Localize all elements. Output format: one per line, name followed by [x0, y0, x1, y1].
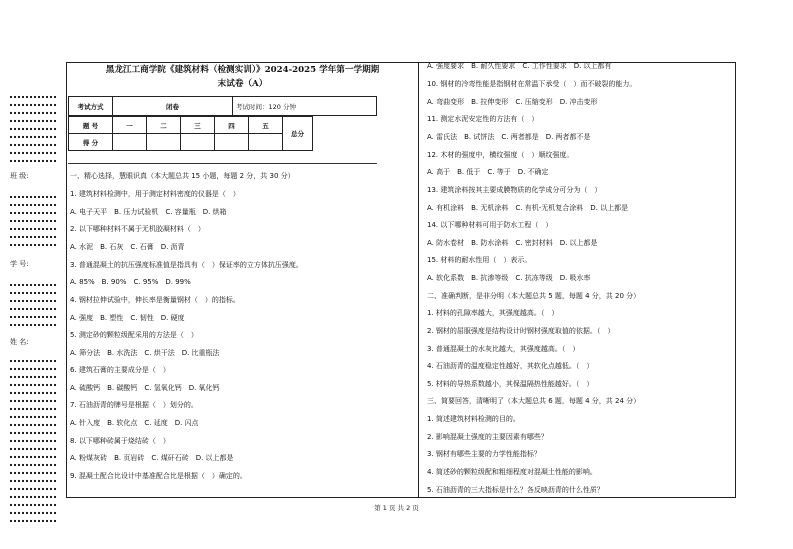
section-rule	[68, 163, 377, 164]
dot-line	[10, 360, 56, 362]
question-line: 2. 钢材的屈服强度是结构设计时钢材强度取值的依据。（ ）	[427, 327, 615, 335]
question-line: 15. 材料的耐水性用（ ）表示。	[427, 256, 532, 264]
dot-line	[10, 316, 56, 318]
question-line: 3. 钢材有哪些主要的力学性能指标？	[427, 450, 541, 458]
answer-options: A. 防水卷材 B. 防水涂料 C. 密封材料 D. 以上都是	[427, 239, 598, 247]
question-line: 9. 混凝土配合比设计中基准配合比是根据（ ）确定的。	[70, 472, 247, 480]
dot-line	[10, 416, 56, 418]
dot-line	[10, 368, 56, 370]
exam-title-line1: 黑龙江工商学院《建筑材料（检测实训）》2024-2025 学年第一学期期	[105, 65, 380, 75]
question-number-label: 题 号	[69, 117, 113, 134]
score-cell	[181, 134, 215, 151]
score-cell	[249, 134, 283, 151]
dot-line	[10, 520, 56, 522]
dot-line	[10, 96, 56, 98]
question-line: 1. 建筑材料检测中，用于测定材料密度的仪器是（ ）	[70, 190, 240, 198]
question-line: 14. 以下哪种材料可用于防水工程（ ）	[427, 221, 553, 229]
dot-line	[10, 284, 56, 286]
question-line: 8. 以下哪种砖属于烧结砖（ ）	[70, 437, 170, 445]
dot-line	[10, 204, 56, 206]
dot-line	[10, 512, 56, 514]
question-line: 11. 测定水泥安定性的方法有（ ）	[427, 115, 539, 123]
dot-line	[10, 400, 56, 402]
question-col-3: 三	[181, 117, 215, 134]
answer-options: A. 粉煤灰砖 B. 页岩砖 C. 煤矸石砖 D. 以上都是	[70, 454, 234, 462]
question-col-4: 四	[215, 117, 249, 134]
dot-line	[10, 472, 56, 474]
dot-line	[10, 136, 56, 138]
dot-line	[10, 244, 56, 246]
question-line: 12. 木材的强度中，横纹强度（ ）顺纹强度。	[427, 151, 574, 159]
dot-line	[10, 424, 56, 426]
question-line: 5. 测定砂的颗粒级配采用的方法是（ ）	[70, 331, 198, 339]
dot-line	[10, 160, 56, 162]
question-line: 3. 普通混凝土的水灰比越大，其强度越高。（ ）	[427, 345, 580, 353]
dot-line	[10, 220, 56, 222]
question-line: 2. 以下哪种材料不属于无机胶凝材料（ ）	[70, 225, 205, 233]
dot-line	[10, 228, 56, 230]
dot-line	[10, 392, 56, 394]
dot-line	[10, 212, 56, 214]
exam-method-label: 考试方式	[69, 97, 113, 116]
section-heading: 一、精心选择，慧眼识真（本大题总共 15 小题，每题 2 分，共 30 分）	[70, 172, 295, 180]
question-line: 3. 普通混凝土的抗压强度标准值是指具有（ ）保证率的立方体抗压强度。	[70, 261, 303, 269]
dot-line	[10, 120, 56, 122]
score-cell	[113, 134, 147, 151]
dot-line	[10, 496, 56, 498]
dot-line	[10, 128, 56, 130]
dot-line	[10, 196, 56, 198]
question-line: 13. 建筑涂料按其主要成膜物质的化学成分可分为（ ）	[427, 186, 602, 194]
dot-line	[10, 112, 56, 114]
student-id-label: 学 号:	[10, 260, 29, 268]
dot-line	[10, 456, 56, 458]
question-line: 5. 石油沥青的三大指标是什么？各反映沥青的什么性质？	[427, 486, 604, 494]
score-cell	[147, 134, 181, 151]
exam-time: 考试时间：120 分钟	[233, 97, 377, 116]
question-line: 7. 石油沥青的牌号是根据（ ）划分的。	[70, 401, 198, 409]
score-row-label: 得 分	[69, 134, 113, 151]
answer-options: A. 软化系数 B. 抗渗等级 C. 抗冻等级 D. 吸水率	[427, 274, 591, 282]
answer-options: A. 强度要求 B. 耐久性要求 C. 工作性要求 D. 以上都有	[427, 62, 612, 70]
score-table	[68, 116, 313, 151]
question-line: 4. 钢材拉伸试验中，伸长率是衡量钢材（ ）的指标。	[70, 296, 240, 304]
page-number: 第 1 页 共 2 页	[374, 504, 419, 512]
question-line: 2. 影响混凝土强度的主要因素有哪些？	[427, 433, 548, 441]
exam-method-value: 闭卷	[113, 97, 233, 116]
dot-line	[10, 408, 56, 410]
dot-line	[10, 384, 56, 386]
question-line: 5. 材料的导热系数越小，其保温隔热性能越好。（ ）	[427, 380, 594, 388]
dot-line	[10, 448, 56, 450]
answer-options: A. 硫酸钙 B. 碳酸钙 C. 氢氧化钙 D. 氧化钙	[70, 384, 220, 392]
question-col-2: 二	[147, 117, 181, 134]
column-divider	[418, 62, 419, 498]
dot-line	[10, 440, 56, 442]
answer-options: A. 针入度 B. 软化点 C. 延度 D. 闪点	[70, 419, 199, 427]
question-line: 1. 简述建筑材料检测的目的。	[427, 415, 520, 423]
dot-line	[10, 480, 56, 482]
question-line: 4. 简述砂的颗粒级配和粗细程度对混凝土性能的影响。	[427, 468, 597, 476]
exam-title	[70, 63, 415, 91]
dot-line	[10, 300, 56, 302]
score-cell	[215, 134, 249, 151]
dot-line	[10, 236, 56, 238]
answer-options: A. 有机涂料 B. 无机涂料 C. 有机-无机复合涂料 D. 以上都是	[427, 204, 629, 212]
dot-line	[10, 308, 56, 310]
answer-options: A. 水泥 B. 石灰 C. 石膏 D. 沥青	[70, 243, 185, 251]
answer-options: A. 雷氏法 B. 试饼法 C. 两者都是 D. 两者都不是	[427, 133, 591, 141]
exam-info-table	[68, 96, 377, 116]
answer-options: A. 电子天平 B. 压力试验机 C. 容量瓶 D. 烘箱	[70, 208, 227, 216]
question-line: 6. 建筑石膏的主要成分是（ ）	[70, 366, 170, 374]
question-line: 1. 材料的孔隙率越大，其强度越高。（ ）	[427, 309, 559, 317]
dot-line	[10, 104, 56, 106]
answer-options: A. 弯曲变形 B. 拉伸变形 C. 压缩变形 D. 冲击变形	[427, 98, 598, 106]
dot-line	[10, 488, 56, 490]
question-line: 10. 钢材的冷弯性能是指钢材在常温下承受（ ）而不破裂的能力。	[427, 80, 637, 88]
question-line: 4. 石油沥青的温度稳定性越好，其软化点越低。（ ）	[427, 362, 594, 370]
dot-line	[10, 324, 56, 326]
dot-line	[10, 152, 56, 154]
answer-options: A. 强度 B. 塑性 C. 韧性 D. 硬度	[70, 314, 185, 322]
total-score-label: 总分	[283, 117, 313, 151]
section-heading: 二、准确判断，是非分明（本大题总共 5 题，每题 4 分，共 20 分）	[427, 292, 641, 300]
name-label: 姓 名:	[10, 338, 29, 346]
dot-line	[10, 432, 56, 434]
answer-options: A. 高于 B. 低于 C. 等于 D. 不确定	[427, 168, 549, 176]
section-heading: 三、简要回答，清晰明了（本大题总共 6 题，每题 4 分，共 24 分）	[427, 397, 641, 405]
answer-options: A. 85% B. 90% C. 95% D. 99%	[70, 278, 191, 286]
exam-title-line2: 末试卷（A）	[217, 79, 268, 89]
class-label: 班 级:	[10, 172, 29, 180]
dot-line	[10, 464, 56, 466]
question-col-5: 五	[249, 117, 283, 134]
dot-line	[10, 376, 56, 378]
dot-line	[10, 292, 56, 294]
answer-options: A. 筛分法 B. 水洗法 C. 烘干法 D. 比重瓶法	[70, 349, 220, 357]
question-col-1: 一	[113, 117, 147, 134]
dot-line	[10, 144, 56, 146]
